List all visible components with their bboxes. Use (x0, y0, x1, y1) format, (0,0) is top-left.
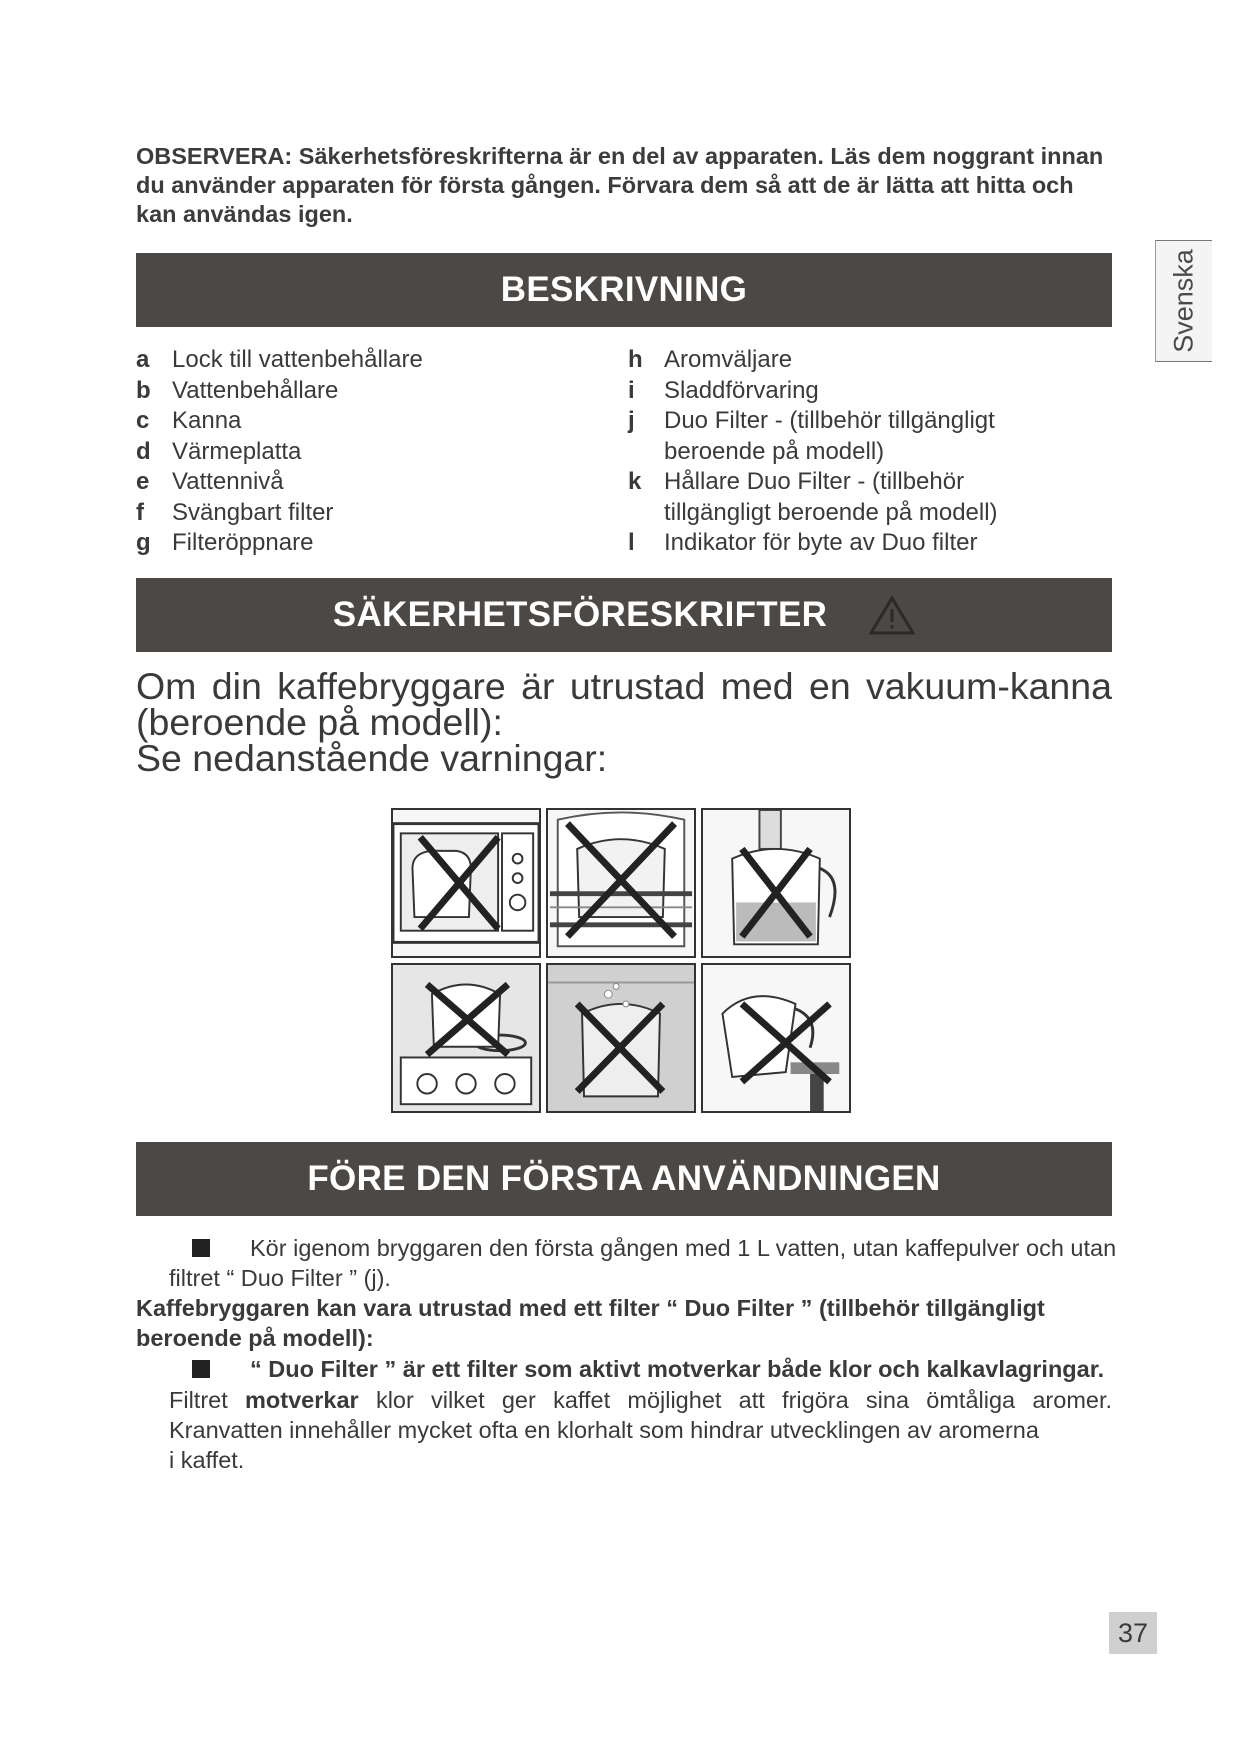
language-tab-label: Svenska (1168, 249, 1199, 353)
description-list-left (136, 345, 423, 559)
warning-triangle-icon (869, 595, 915, 635)
list-item: g Filteröppnare (136, 529, 314, 556)
list-item-continuation: beroende på modell) (664, 437, 885, 465)
tilted-jug-prohibited-icon (701, 963, 851, 1113)
observera-notice: OBSERVERA: Säkerhetsföreskrifterna är en del av apparaten. Läs dem noggrant innan du använder apparaten för första gången. Förvara dem så att de är lätta att hitta och kan användas igen. (136, 143, 1104, 227)
page-number: 37 (1109, 1612, 1157, 1654)
list-item: k Hållare Duo Filter - (tillbehör (628, 468, 965, 495)
section-header-first-use (136, 1142, 1112, 1216)
dishwasher-prohibited-icon (546, 808, 696, 958)
vacuum-warning-line3: Se nedanstående varningar: (136, 737, 608, 779)
section-header-description (136, 253, 1112, 327)
section-header-safety (136, 578, 1112, 652)
warning-pictogram-grid (391, 808, 852, 1116)
bullet-square-icon (192, 1239, 210, 1257)
duo-filter-bullet: “ Duo Filter ” är ett filter som aktivt motverkar både klor och kalkavlagringar. (136, 1354, 1136, 1384)
list-item: a Lock till vattenbehållare (136, 346, 423, 373)
vacuum-warning-line1: Om din kaffebryggare är utrustad med en vakuum-kanna (136, 665, 1112, 707)
bullet-square-icon (192, 1360, 210, 1378)
vacuum-jug-warning (136, 665, 1112, 779)
list-item: h Aromväljare (628, 346, 793, 373)
duo-filter-note: Kaffebryggaren kan vara utrustad med ett filter “ Duo Filter ” (tillbehör tillgängligt beroende på modell): (136, 1295, 1045, 1351)
list-item: j Duo Filter - (tillbehör tillgängligt (628, 407, 995, 434)
language-tab (1155, 240, 1212, 362)
stovetop-prohibited-icon (391, 963, 541, 1113)
section-title-description: BESKRIVNING (500, 270, 748, 309)
list-item: b Vattenbehållare (136, 376, 339, 404)
hot-liquid-prohibited-icon (701, 808, 851, 958)
duo-filter-paragraph: Filtret motverkar klor vilket ger kaffet möjlighet att frigöra sina ömtåliga aromer. Kranvatten innehåller mycket ofta en klorhalt som hindrar utvecklingen av aromerna i kaffet. (169, 1387, 1113, 1473)
list-item: d Värmeplatta (136, 437, 302, 465)
first-use-instruction: Kör igenom bryggaren den första gången med 1 L vatten, utan kaffepulver och utan filtret “ Duo Filter ” (j). (169, 1235, 1117, 1291)
list-item: c Kanna (136, 407, 242, 434)
section-title-safety: SÄKERHETSFÖRESKRIFTER (332, 595, 828, 634)
list-item: i Sladdförvaring (628, 376, 819, 404)
list-item: f Svängbart filter (136, 498, 334, 526)
immersion-prohibited-icon (546, 963, 696, 1113)
list-item: e Vattennivå (136, 468, 284, 495)
vacuum-warning-line2: (beroende på modell): (136, 701, 503, 743)
microwave-prohibited-icon (391, 808, 541, 958)
description-list-right (628, 345, 998, 559)
list-item: l Indikator för byte av Duo filter (628, 529, 978, 556)
list-item-continuation: tillgängligt beroende på modell) (664, 498, 998, 526)
section-title-first-use: FÖRE DEN FÖRSTA ANVÄNDNINGEN (307, 1159, 941, 1198)
